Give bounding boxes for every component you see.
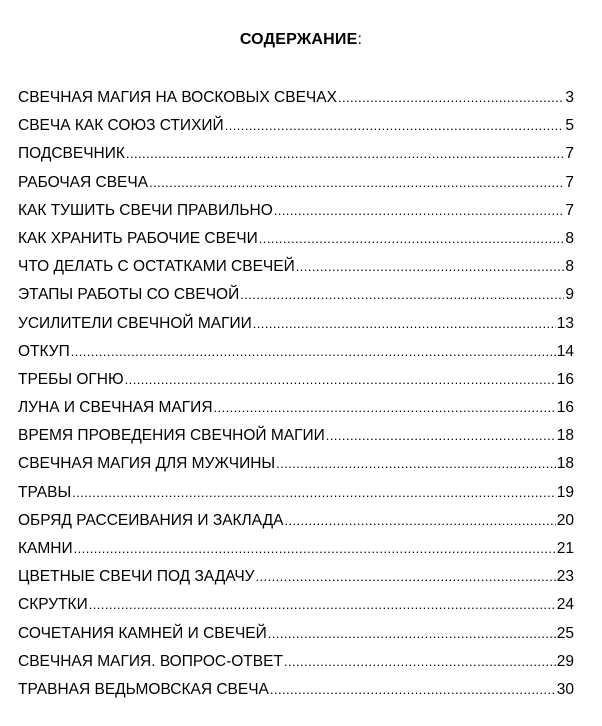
toc-entry[interactable] — [18, 144, 574, 172]
toc-dot-leader — [274, 201, 565, 221]
toc-entry-title: УСИЛИТЕЛИ СВЕЧНОЙ МАГИИ — [18, 314, 252, 332]
toc-entry-page-number: 7 — [565, 145, 574, 163]
toc-entry[interactable] — [18, 624, 574, 652]
toc-dot-leader — [125, 370, 556, 390]
toc-entry-page-number: 29 — [556, 652, 574, 670]
toc-dot-leader — [240, 285, 564, 305]
toc-dot-leader — [149, 173, 564, 193]
toc-entry[interactable] — [18, 285, 574, 313]
toc-entry[interactable] — [18, 257, 574, 285]
toc-dot-leader — [74, 539, 556, 559]
toc-entry-page-number: 18 — [556, 427, 574, 445]
toc-entry-page-number: 5 — [565, 117, 574, 135]
toc-entry[interactable] — [18, 454, 574, 482]
toc-entry-page-number: 24 — [556, 596, 574, 614]
toc-entry-page-number: 7 — [565, 201, 574, 219]
toc-entry-page-number: 8 — [565, 258, 574, 276]
toc-dot-leader — [72, 483, 556, 503]
toc-entry-title: СВЕЧНАЯ МАГИЯ НА ВОСКОВЫХ СВЕЧАХ — [18, 89, 337, 106]
page-title-colon: : — [357, 31, 363, 48]
toc-entry[interactable] — [18, 201, 574, 229]
toc-entry-title: ТРАВНАЯ ВЕДЬМОВСКАЯ СВЕЧА — [18, 680, 269, 698]
toc-entry-title: ТРАВЫ — [18, 483, 72, 501]
toc-dot-leader — [276, 454, 556, 474]
toc-entry[interactable] — [18, 173, 574, 201]
toc-dot-leader — [259, 229, 565, 249]
toc-entry-title: КАК ТУШИТЬ СВЕЧИ ПРАВИЛЬНО — [18, 201, 273, 219]
toc-entry-title: ВРЕМЯ ПРОВЕДЕНИЯ СВЕЧНОЙ МАГИИ — [18, 427, 325, 445]
toc-entry-title: ОБРЯД РАССЕИВАНИЯ И ЗАКЛАДА — [18, 511, 284, 529]
toc-entry[interactable] — [18, 370, 574, 398]
toc-entry-page-number: 18 — [556, 455, 574, 473]
toc-dot-leader — [214, 398, 556, 418]
toc-entry-page-number: 14 — [556, 342, 574, 360]
toc-entry-title: СОЧЕТАНИЯ КАМНЕЙ И СВЕЧЕЙ — [18, 624, 267, 642]
toc-entry-title: ОТКУП — [18, 342, 70, 360]
toc-dot-leader — [284, 511, 555, 531]
toc-entry-title: ТРЕБЫ ОГНЮ — [18, 370, 124, 388]
toc-entry-page-number: 3 — [565, 89, 574, 106]
toc-entry-title: СКРУТКИ — [18, 596, 88, 614]
toc-entry-title: СВЕЧНАЯ МАГИЯ ДЛЯ МУЖЧИНЫ — [18, 455, 276, 473]
toc-entry[interactable] — [18, 680, 574, 708]
toc-dot-leader — [284, 652, 556, 672]
toc-dot-leader — [270, 680, 556, 700]
page-title-text: СОДЕРЖАНИЕ — [239, 31, 358, 48]
toc-entry[interactable] — [18, 539, 574, 567]
toc-entry[interactable] — [18, 116, 574, 144]
toc-entry-page-number: 20 — [556, 511, 574, 529]
toc-entry-page-number: 16 — [556, 370, 574, 388]
toc-entry-title: ПОДСВЕЧНИК — [18, 145, 125, 163]
table-of-contents — [18, 88, 574, 708]
toc-entry-page-number: 23 — [556, 568, 574, 586]
toc-dot-leader — [296, 257, 565, 277]
page-title — [0, 31, 602, 49]
toc-entry[interactable] — [18, 342, 574, 370]
toc-entry-title: СВЕЧНАЯ МАГИЯ. ВОПРОС-ОТВЕТ — [18, 652, 283, 670]
toc-entry[interactable] — [18, 511, 574, 539]
toc-entry-page-number: 19 — [556, 483, 574, 501]
toc-entry-title: РАБОЧАЯ СВЕЧА — [18, 173, 149, 191]
toc-entry-page-number: 25 — [556, 624, 574, 642]
toc-entry-page-number: 16 — [556, 399, 574, 417]
toc-dot-leader — [253, 314, 556, 334]
toc-entry[interactable] — [18, 88, 574, 116]
toc-entry-page-number: 8 — [565, 229, 574, 247]
toc-entry[interactable] — [18, 652, 574, 680]
toc-entry[interactable] — [18, 595, 574, 623]
toc-entry-title: ЧТО ДЕЛАТЬ С ОСТАТКАМИ СВЕЧЕЙ — [18, 258, 295, 276]
toc-entry[interactable] — [18, 398, 574, 426]
toc-entry-title: СВЕЧА КАК СОЮЗ СТИХИЙ — [18, 117, 224, 135]
toc-dot-leader — [338, 88, 564, 108]
toc-entry-page-number: 30 — [556, 680, 574, 698]
toc-dot-leader — [71, 342, 556, 362]
toc-entry-title: ЦВЕТНЫЕ СВЕЧИ ПОД ЗАДАЧУ — [18, 568, 255, 586]
toc-entry[interactable] — [18, 426, 574, 454]
toc-dot-leader — [225, 116, 565, 136]
toc-entry-page-number: 13 — [556, 314, 574, 332]
toc-entry-page-number: 7 — [565, 173, 574, 191]
toc-entry-title: ЛУНА И СВЕЧНАЯ МАГИЯ — [18, 399, 213, 417]
toc-dot-leader — [268, 624, 556, 644]
toc-dot-leader — [326, 426, 556, 446]
toc-entry-page-number: 9 — [565, 286, 574, 304]
toc-dot-leader — [126, 144, 564, 164]
toc-dot-leader — [256, 567, 556, 587]
toc-entry-title: КАК ХРАНИТЬ РАБОЧИЕ СВЕЧИ — [18, 229, 258, 247]
toc-entry-page-number: 21 — [556, 540, 574, 557]
toc-entry[interactable] — [18, 483, 574, 511]
toc-entry[interactable] — [18, 314, 574, 342]
toc-entry[interactable] — [18, 229, 574, 257]
toc-dot-leader — [89, 595, 556, 615]
toc-entry-title: КАМНИ — [18, 540, 73, 557]
toc-entry-title: ЭТАПЫ РАБОТЫ СО СВЕЧОЙ — [18, 286, 240, 304]
toc-entry[interactable] — [18, 567, 574, 595]
